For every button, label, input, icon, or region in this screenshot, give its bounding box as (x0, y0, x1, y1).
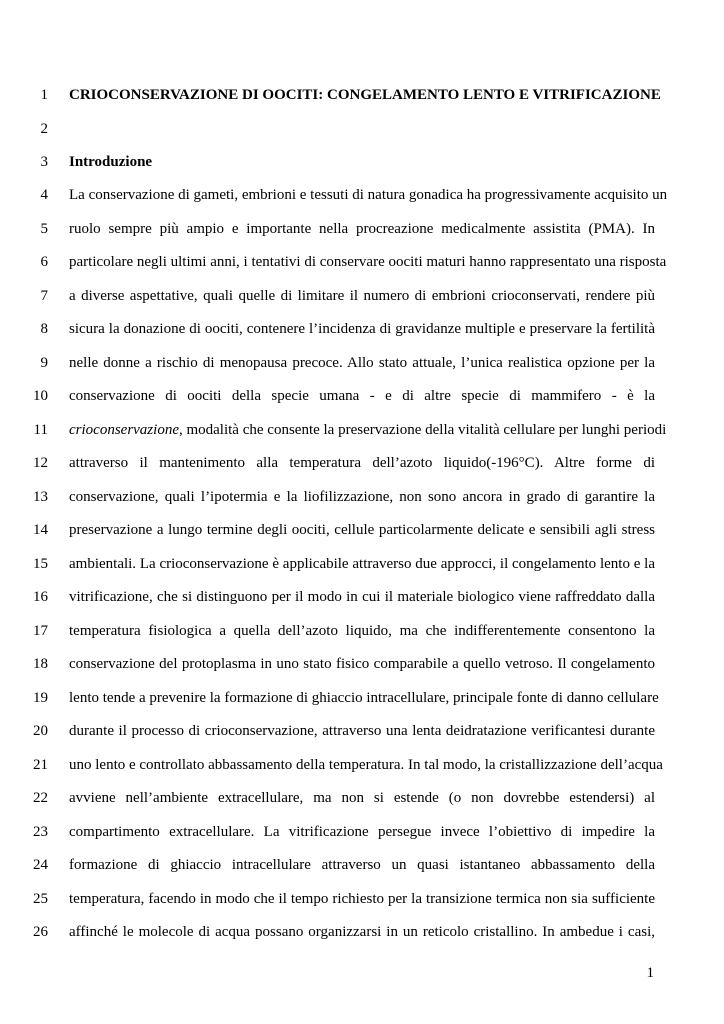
text-line (0, 922, 724, 942)
italic-term: crioconservazione (69, 422, 179, 438)
text-line (0, 185, 724, 205)
line-number: 13 (33, 489, 48, 505)
line-text: preservazione a lungo termine degli oociti, cellule particolarmente delicate e sensibili agli stress (69, 522, 655, 538)
text-line (0, 453, 724, 473)
text-line (0, 252, 724, 272)
line-text: affinché le molecole di acqua possano organizzarsi in un reticolo cristallino. In ambedue i casi, (69, 924, 655, 940)
page-number: 1 (646, 965, 654, 981)
line-text (69, 420, 667, 440)
line-text: La conservazione di gameti, embrioni e tessuti di natura gonadica ha progressivamente acquisito un (69, 187, 668, 203)
line-number: 24 (33, 857, 48, 873)
text-line (0, 85, 724, 105)
line-number: 21 (33, 757, 48, 773)
text-line (0, 788, 724, 808)
line-text: uno lento e controllato abbassamento della temperatura. In tal modo, la cristallizzazione dell’acqua (69, 757, 663, 773)
line-number: 3 (40, 154, 48, 170)
line-number: 15 (33, 556, 48, 572)
line-text: conservazione di oociti della specie umana - e di altre specie di mammifero - è la (69, 388, 655, 404)
text-line (0, 587, 724, 607)
line-number: 26 (33, 924, 48, 940)
line-number: 7 (40, 288, 48, 304)
line-text: conservazione, quali l’ipotermia e la liofilizzazione, non sono ancora in grado di garantire la (69, 489, 655, 505)
line-number: 20 (33, 723, 48, 739)
line-text: lento tende a prevenire la formazione di ghiaccio intracellulare, principale fonte di danno cellulare (69, 690, 659, 706)
line-number: 6 (40, 254, 48, 270)
text-line (0, 855, 724, 875)
line-text: nelle donne a rischio di menopausa precoce. Allo stato attuale, l’unica realistica opzione per la (69, 355, 655, 371)
line-number: 1 (40, 87, 48, 103)
line-number: 17 (33, 623, 48, 639)
text-line (0, 889, 724, 909)
text-line (0, 621, 724, 641)
section-heading: Introduzione (69, 154, 153, 170)
text-line (0, 286, 724, 306)
line-number: 9 (40, 355, 48, 371)
text-line (0, 654, 724, 674)
text-line (0, 420, 724, 440)
line-number: 5 (40, 221, 48, 237)
line-number: 10 (33, 388, 48, 404)
text-line (0, 319, 724, 339)
text-line (0, 219, 724, 239)
text-line (0, 119, 724, 139)
line-number: 14 (33, 522, 48, 538)
text-line (0, 487, 724, 507)
line-text: temperatura, facendo in modo che il tempo richiesto per la transizione termica non sia sufficiente (69, 891, 655, 907)
text-line (0, 554, 724, 574)
line-number: 4 (40, 187, 48, 203)
line-text: conservazione del protoplasma in uno stato fisico comparabile a quello vetroso. Il congelamento (69, 656, 655, 672)
line-number: 22 (33, 790, 48, 806)
line-text: compartimento extracellulare. La vitrificazione persegue invece l’obiettivo di impedire la (69, 824, 655, 840)
line-number: 19 (33, 690, 48, 706)
paper-title: CRIOCONSERVAZIONE DI OOCITI: CONGELAMENTO LENTO E VITRIFICAZIONE (69, 87, 661, 103)
line-number: 23 (33, 824, 48, 840)
text-line (0, 721, 724, 741)
line-number: 11 (33, 422, 48, 438)
line-text: ruolo sempre più ampio e importante nella procreazione medicalmente assistita (PMA). In (69, 221, 655, 237)
line-text: sicura la donazione di oociti, contenere l’incidenza di gravidanze multiple e preservare la fertilità (69, 321, 655, 337)
text-line (0, 386, 724, 406)
line-text: a diverse aspettative, quali quelle di limitare il numero di embrioni crioconservati, rendere più (69, 288, 655, 304)
text-line (0, 353, 724, 373)
line-text: attraverso il mantenimento alla temperatura dell’azoto liquido(-196°C). Altre forme di (69, 455, 655, 471)
text-line (0, 822, 724, 842)
text-line (0, 520, 724, 540)
line-text: avviene nell’ambiente extracellulare, ma non si estende (o non dovrebbe estendersi) al (69, 790, 655, 806)
line-number: 12 (33, 455, 48, 471)
line-text: vitrificazione, che si distinguono per il modo in cui il materiale biologico viene raffreddato dalla (69, 589, 655, 605)
line-number: 8 (40, 321, 48, 337)
line-text: formazione di ghiaccio intracellulare attraverso un quasi istantaneo abbassamento della (69, 857, 655, 873)
line-number: 18 (33, 656, 48, 672)
line-text: durante il processo di crioconservazione, attraverso una lenta deidratazione verificantesi durante (69, 723, 655, 739)
text-line (0, 688, 724, 708)
line-text-rest: , modalità che consente la preservazione della vitalità cellulare per lunghi periodi (178, 422, 667, 438)
line-number: 16 (33, 589, 48, 605)
line-number: 25 (33, 891, 48, 907)
line-text: temperatura fisiologica a quella dell’azoto liquido, ma che indifferentemente consentono la (69, 623, 655, 639)
line-text: ambientali. La crioconservazione è applicabile attraverso due approcci, il congelamento lento e la (69, 556, 655, 572)
line-text: particolare negli ultimi anni, i tentativi di conservare oociti maturi hanno rappresentato una risposta (69, 254, 667, 270)
text-line (0, 152, 724, 172)
text-line (0, 755, 724, 775)
line-number: 2 (40, 121, 48, 137)
